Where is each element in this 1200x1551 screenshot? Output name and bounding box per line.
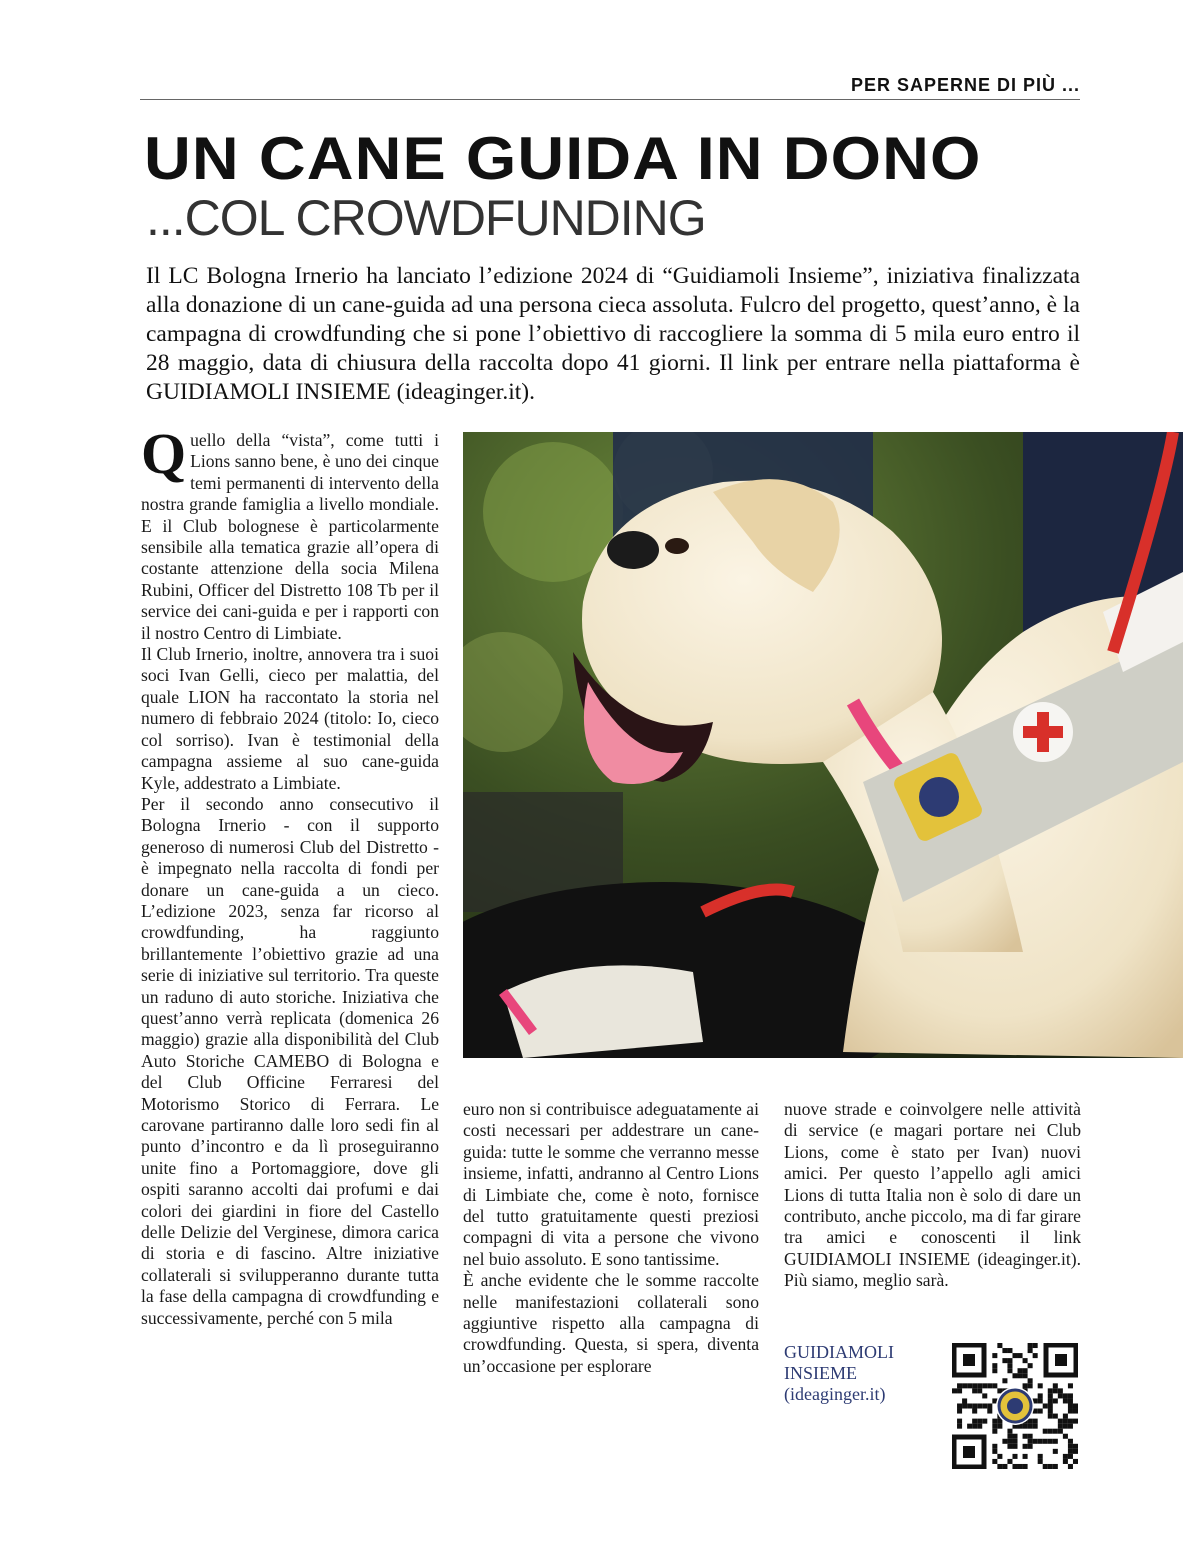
qr-code-icon[interactable] — [952, 1343, 1078, 1469]
header-rule — [140, 99, 1080, 100]
article-title: UN CANE GUIDA IN DONO — [144, 125, 982, 192]
article-subtitle: ...COL CROWDFUNDING — [146, 190, 706, 246]
guide-dog-photo — [463, 432, 1183, 1058]
dropcap: Q — [141, 421, 187, 486]
link-line: GUIDIAMOLI — [784, 1342, 894, 1362]
article-column-3 — [784, 1099, 1081, 1292]
section-label: PER SAPERNE DI PIÙ ... — [850, 75, 1080, 95]
article-lead: Il LC Bologna Irnerio ha lanciato l’edizione 2024 di “Guidiamoli Insieme”, iniziativa finalizzata alla donazione di un cane-guida ad una persona cieca assoluta. Fulcro del progetto, quest’anno, è la campagna di crowdfunding che si pone l’obiettivo di raccogliere la somma di 5 mila euro entro il 28 maggio, data di chiusura della raccolta dopo 41 giorni. Il link per entrare nella piattaforma è GUIDIAMOLI INSIEME (ideaginger.it). — [146, 263, 1080, 405]
article-column-1 — [141, 421, 439, 1329]
article-column-2 — [463, 1099, 759, 1377]
campaign-link-label[interactable] — [784, 1342, 924, 1405]
link-line: (ideaginger.it) — [784, 1384, 886, 1404]
paragraph: Per il secondo anno consecutivo il Bologna Irnerio - con il supporto generoso di numerosi Club del Distretto - è impegnato nella raccolta di fondi per donare un cane-guida a un cieco. L’edizione 2023, senza far ricorso al crowdfunding, ha raggiunto brillantemente l’obiettivo grazie ad una serie di iniziative sul territorio. Tra queste un raduno di auto storiche. Iniziativa che quest’anno verrà replicata (domenica 26 maggio) grazie alla disponibilità del Club Auto Storiche CAMEBO di Bologna e del Club Officine Ferraresi del Motorismo Storico di Ferrara. Le carovane partiranno dalle loro sedi fin al punto d’incontro e da lì proseguiranno unite fino a Portomaggiore, dove gli ospiti saranno accolti dai profumi e dai colori dei giardini in fiore del Castello delle Delizie del Verginese, dimora carica di storia e di fascino. Altre iniziative collaterali si svilupperanno durante tutta la fase della campagna di crowdfunding e successivamente, perché con 5 mila — [141, 793, 439, 1328]
link-line: INSIEME — [784, 1363, 857, 1383]
paragraph: È anche evidente che le somme raccolte nelle manifestazioni collaterali sono aggiuntive rispetto alla campagna di crowdfunding. Questa, si spera, diventa un’occasione per esplorare — [463, 1270, 759, 1376]
paragraph: uello della “vista”, come tutti i Lions sanno bene, è uno dei cinque temi permanenti di intervento della nostra grande famiglia a livello mondiale. E il Club bolognese è particolarmente sensibile alla tematica grazie all’opera di costante attenzione della socia Milena Rubini, Officer del Distretto 108 Tb per il service dei cani-guida e per i rapporti con il nostro Centro di Limbiate. — [141, 430, 439, 643]
paragraph: nuove strade e coinvolgere nelle attività di service (e magari portare nei Club Lions, come è stato per Ivan) nuovi amici. Per questo l’appello agli amici Lions di tutta Italia non è solo di dare un contributo, anche piccolo, ma di far girare tra amici e conoscenti il link GUIDIAMOLI INSIEME (ideaginger.it). Più siamo, meglio sarà. — [784, 1099, 1081, 1291]
paragraph: Il Club Irnerio, inoltre, annovera tra i suoi soci Ivan Gelli, cieco per malattia, del quale LION ha raccontato la storia nel numero di febbraio 2024 (titolo: Io, cieco col sorriso). Ivan è testimonial della campagna assieme al suo cane-guida Kyle, addestrato a Limbiate. — [141, 644, 439, 793]
paragraph: euro non si contribuisce adeguatamente ai costi necessari per addestrare un cane-guida: tutte le somme che verranno messe insieme, infatti, andranno al Centro Lions di Limbiate che, come è noto, fornisce del tutto gratuitamente questi preziosi compagni di vita a persone che vivono nel buio assoluto. E sono tantissime. — [463, 1099, 759, 1269]
